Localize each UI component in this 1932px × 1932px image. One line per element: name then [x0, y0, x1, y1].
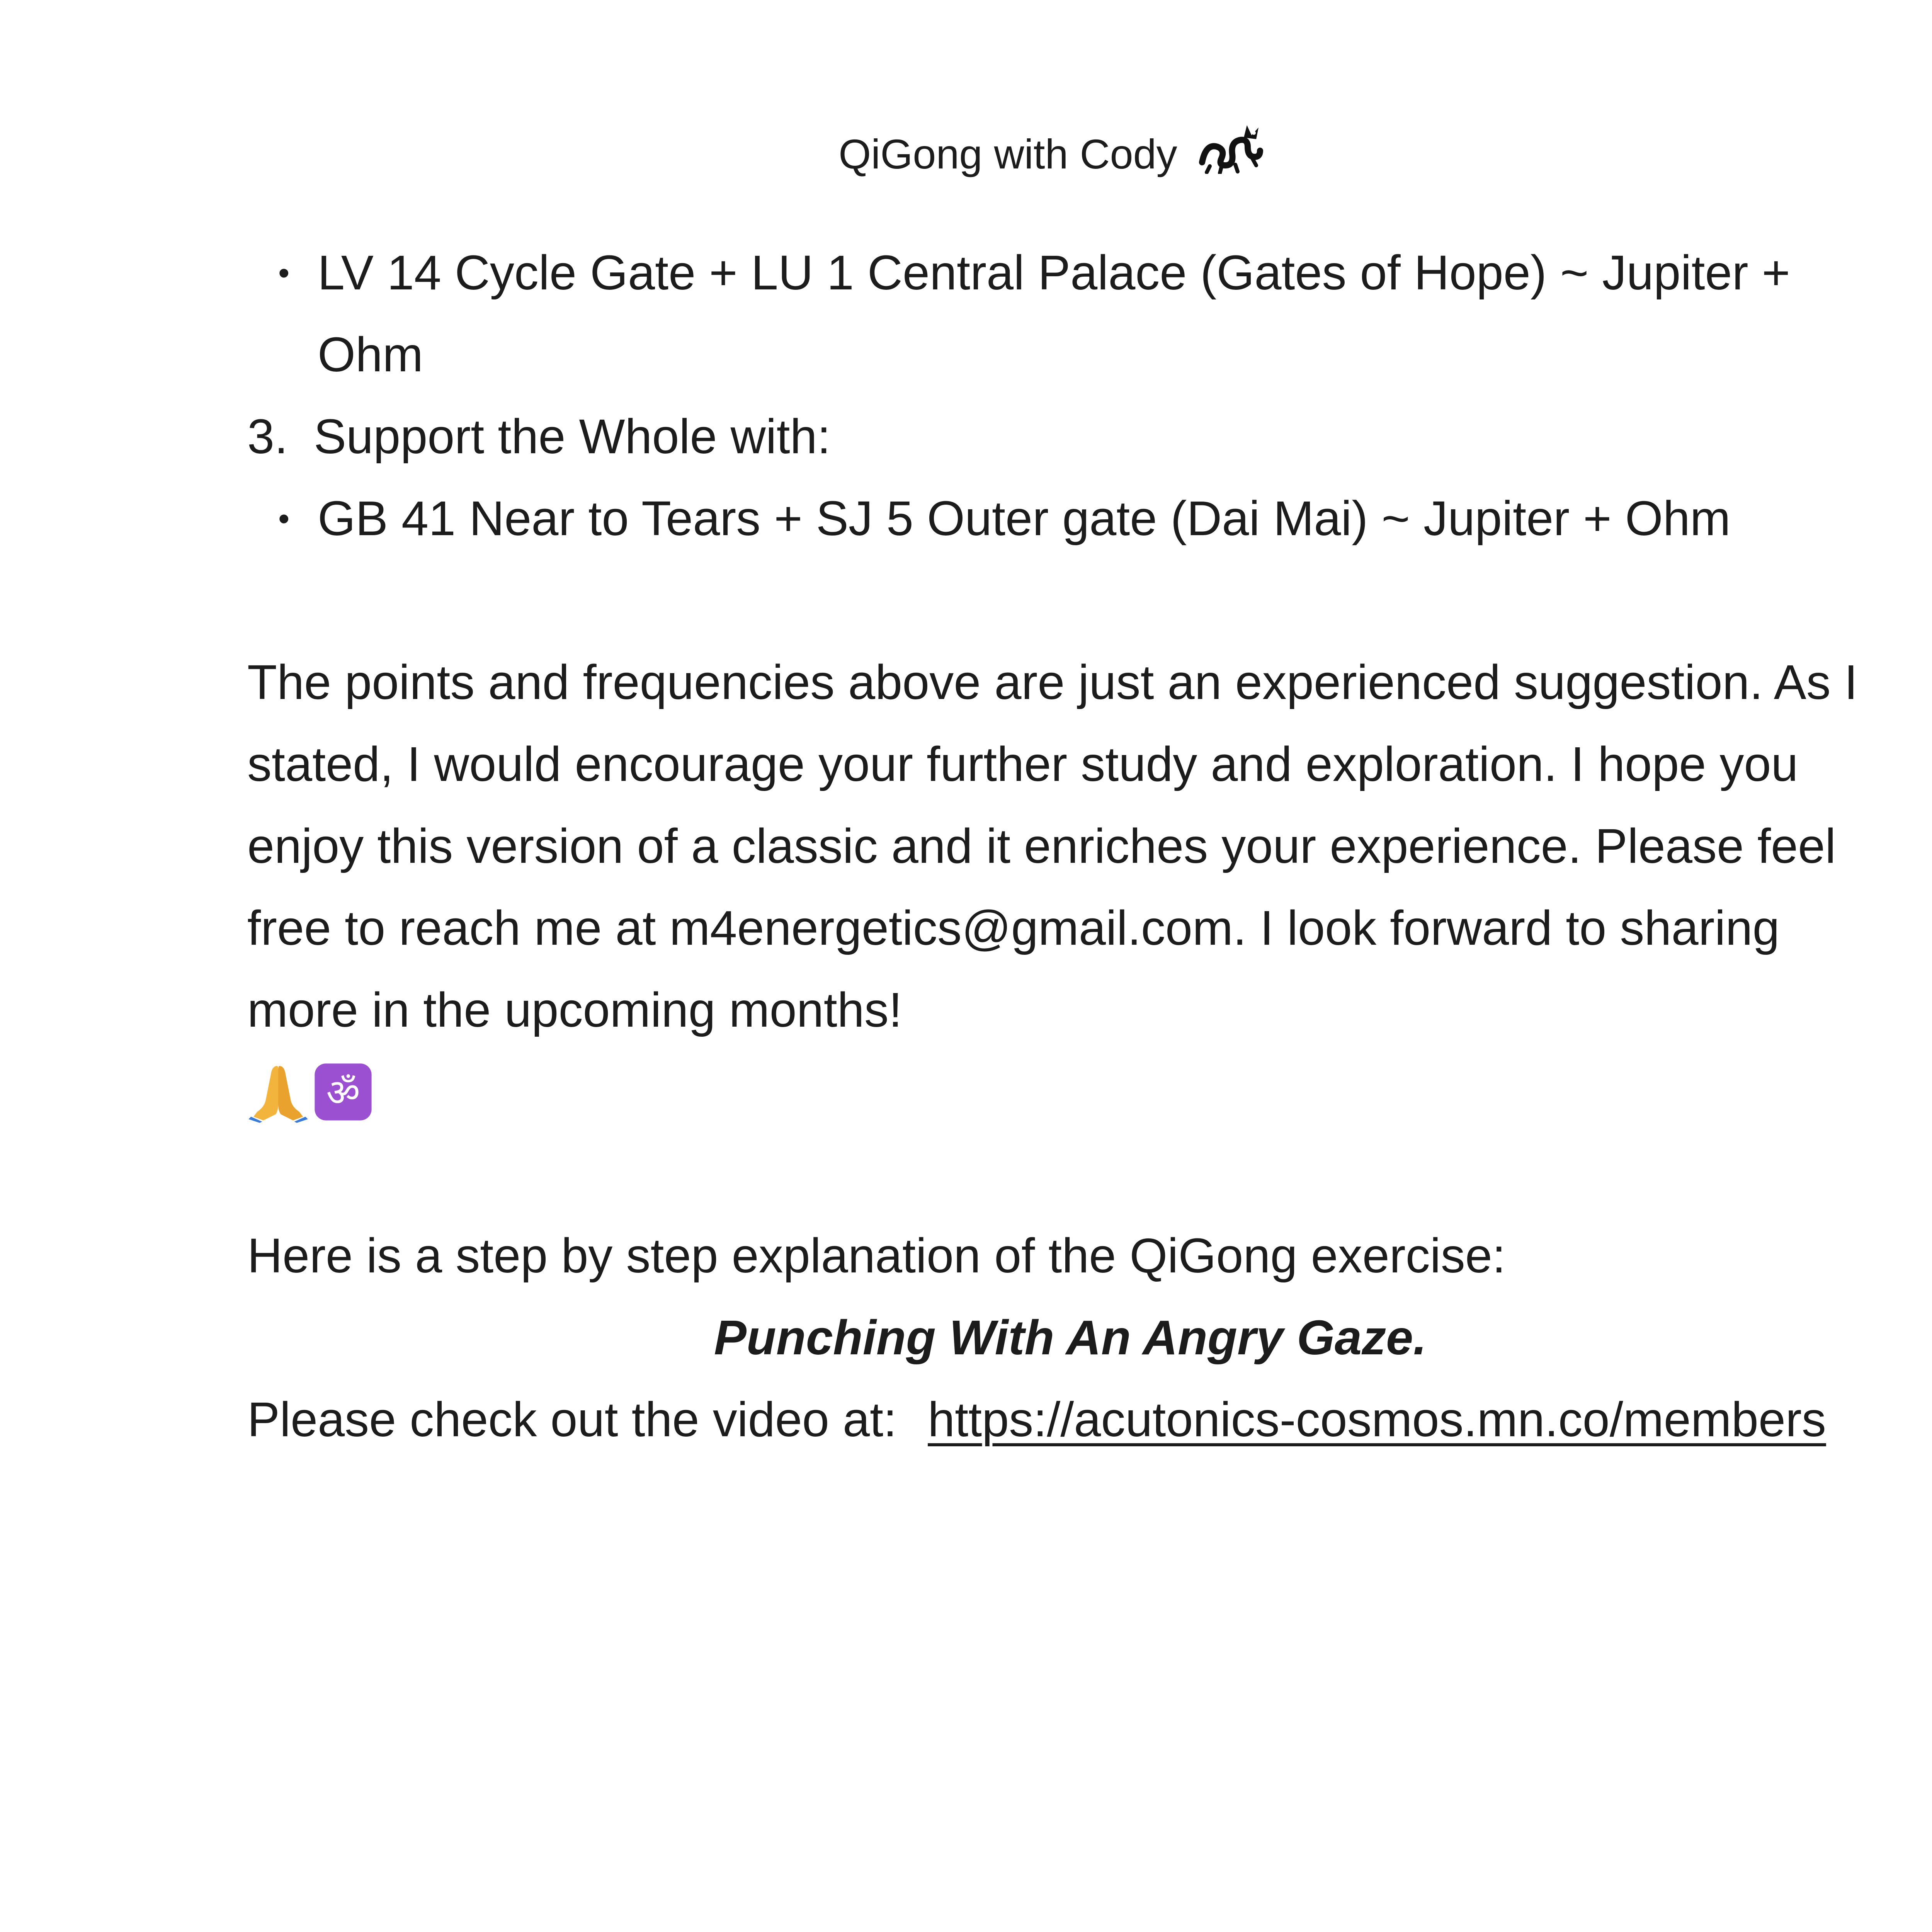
video-line [247, 1379, 1893, 1461]
list-item-text: GB 41 Near to Tears + SJ 5 Outer gate (Dai Mai) ~ Jupiter + Ohm [318, 491, 1731, 546]
om-icon [312, 1061, 374, 1123]
blank-line [247, 1133, 1893, 1215]
bullet-marker: • [278, 500, 290, 537]
exercise-intro: Here is a step by step explanation of the QiGong exercise: [247, 1228, 1506, 1283]
emoji-row [247, 1051, 1893, 1133]
video-prefix: Please check out the video at: [247, 1392, 897, 1447]
folded-hands-icon [247, 1061, 309, 1123]
svg-text:ॐ: ॐ [326, 1071, 360, 1115]
list-item [247, 232, 1893, 396]
bullet-marker: • [278, 255, 290, 291]
closing-paragraph: The points and frequencies above are just an experienced suggestion. As I stated, I would encourage your further study and exploration. I hope you enjoy this version of a classic and it enriches your experience. Please feel free to reach me at m4energetics@gmail.com. I look forward to sharing more in the upcoming months! [247, 655, 1858, 1037]
list-item-text: LV 14 Cycle Gate + LU 1 Central Palace (Gates of Hope) ~ Jupiter + Ohm [318, 245, 1791, 382]
document-content [247, 232, 1893, 1461]
list-item [247, 478, 1893, 560]
dragon-icon [1198, 120, 1264, 174]
exercise-title: Punching With An Angry Gaze. [714, 1310, 1427, 1365]
numbered-step [247, 396, 1893, 478]
step-text: Support the Whole with: [314, 409, 831, 464]
header-title: QiGong with Cody [838, 131, 1177, 177]
page-header [0, 120, 1932, 183]
step-number: 3. [247, 409, 288, 464]
blank-line [247, 560, 1893, 641]
video-link[interactable]: https://acutonics-cosmos.mn.co/members [928, 1392, 1826, 1447]
